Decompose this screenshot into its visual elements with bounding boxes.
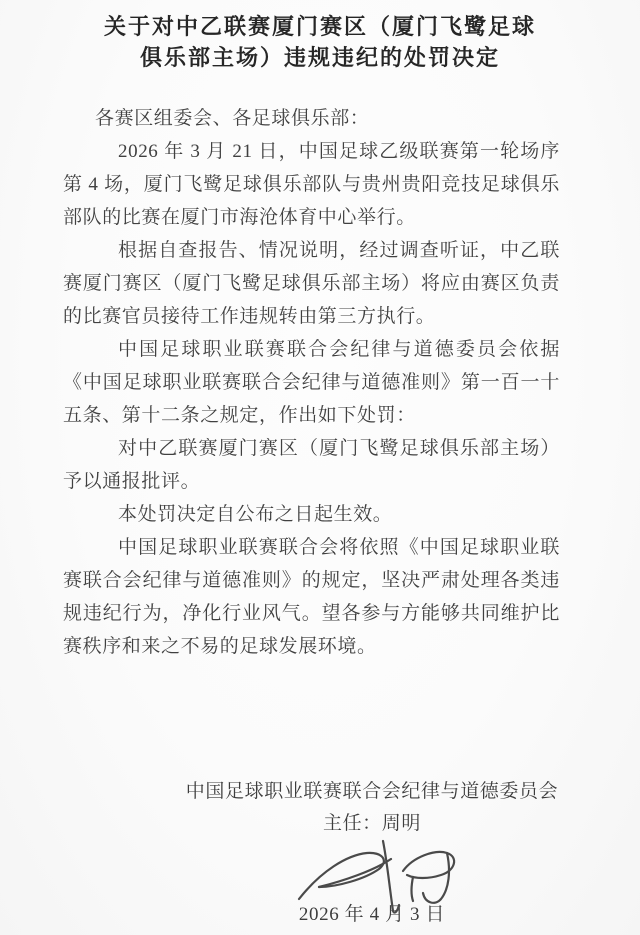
issue-date: 2026 年 4 月 3 日 xyxy=(298,904,446,925)
issuing-organization: 中国足球职业联赛联合会纪律与道德委员会 xyxy=(185,781,559,802)
handwritten-signature xyxy=(295,837,485,915)
salutation-line: 各赛区组委会、各足球俱乐部： xyxy=(95,108,370,129)
paragraph-effective-date: 本处罚决定自公布之日起生效。 xyxy=(118,504,393,525)
paragraph-violation-facts: 根据自查报告、情况说明，经过调查听证，中乙联赛厦门赛区（厦门飞鹭足球俱乐部主场）将应由赛区负责的比赛官员接待工作违规转由第三方执行。 xyxy=(63,240,560,327)
paragraph-penalty: 对中乙联赛厦门赛区（厦门飞鹭足球俱乐部主场）予以通报批评。 xyxy=(63,438,560,492)
document-title xyxy=(0,0,640,73)
paragraph-match-info: 2026 年 3 月 21 日，中国足球乙级联赛第一轮场序第 4 场，厦门飞鹭足球俱乐部队与贵州贵阳竞技足球俱乐部队的比赛在厦门市海沧体育中心举行。 xyxy=(63,141,560,228)
paragraph-legal-basis: 中国足球职业联赛联合会纪律与道德委员会依据《中国足球职业联赛联合会纪律与道德准则》第一百一十五条、第十二条之规定，作出如下处罚： xyxy=(63,339,560,426)
paragraph-closing-statement: 中国足球职业联赛联合会将依照《中国足球职业联赛联合会纪律与道德准则》的规定，坚决严肃处理各类违规违纪行为，净化行业风气。望各参与方能够共同维护比赛秩序和来之不易的足球发展环境。 xyxy=(63,537,560,657)
signature-block xyxy=(92,778,640,928)
signer-title-and-name: 主任：周明 xyxy=(322,813,421,834)
document-title-line-2: 俱乐部主场）违规违纪的处罚决定 xyxy=(139,45,500,70)
document-title-line-1: 关于对中乙联赛厦门赛区（厦门飞鹭足球 xyxy=(103,14,536,39)
document-body xyxy=(63,135,560,663)
